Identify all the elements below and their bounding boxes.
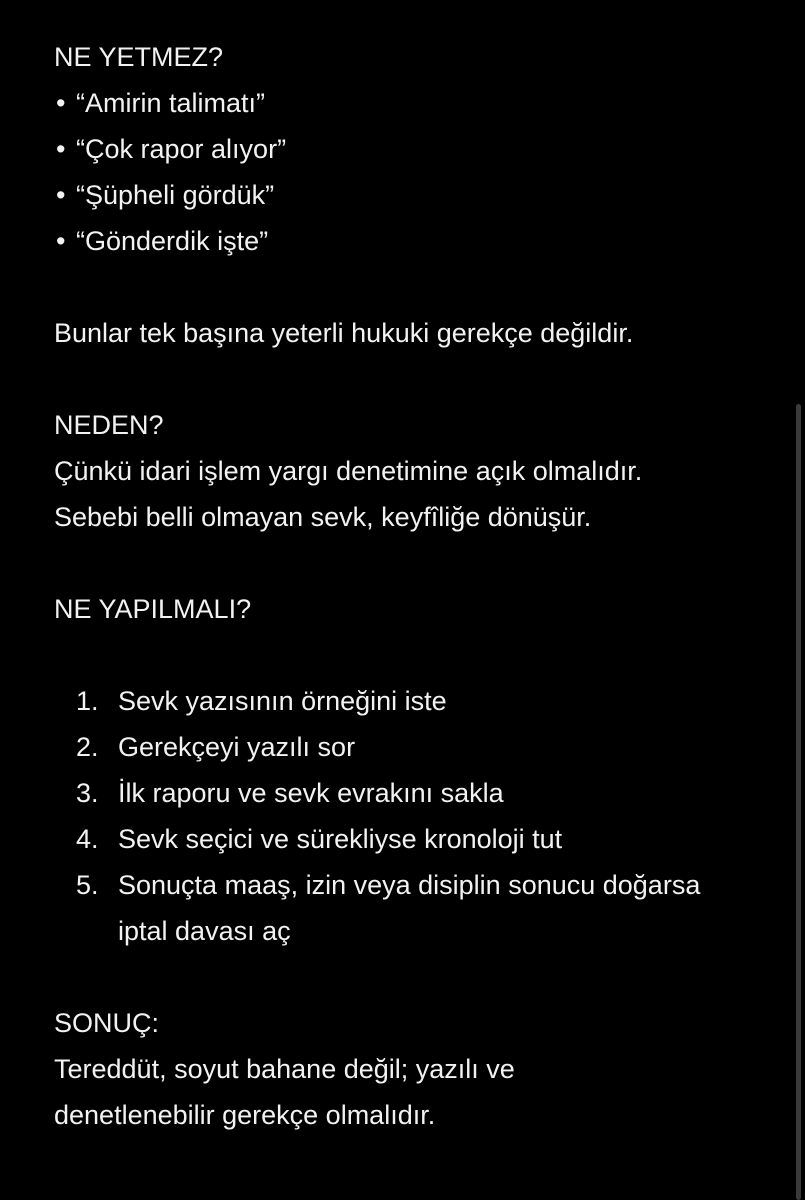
list-item: 3. İlk raporu ve sevk evrakını sakla [76, 778, 504, 808]
reason-line-2: Sebebi belli olmayan sevk, keyfîliğe dönüşür. [54, 502, 592, 532]
list-item: • “Şüpheli gördük” [54, 172, 774, 218]
section-heading-ne-yapilmali: NE YAPILMALI? [54, 594, 252, 624]
bullet-icon: • [56, 88, 66, 118]
list-item: • “Amirin talimatı” [54, 80, 774, 126]
list-item: • “Gönderdik işte” [54, 218, 774, 264]
section-heading-neden: NEDEN? [54, 410, 164, 440]
list-item: 4. Sevk seçici ve sürekliyse kronoloji tut [76, 824, 563, 854]
action-steps-list [54, 678, 774, 954]
conclusion-line-2: denetlenebilir gerekçe olmalıdır. [54, 1100, 436, 1130]
section1-conclusion: Bunlar tek başına yeterli hukuki gerekçe değildir. [54, 318, 634, 348]
section-heading-sonuc: SONUÇ: [54, 1008, 160, 1038]
conclusion-line-1: Tereddüt, soyut bahane değil; yazılı ve [54, 1054, 515, 1084]
list-item: • “Çok rapor alıyor” [54, 126, 774, 172]
reason-line-1: Çünkü idari işlem yargı denetimine açık olmalıdır. [54, 456, 643, 486]
section-heading-ne-yetmez: NE YETMEZ? [54, 42, 224, 72]
bullet-icon: • [56, 134, 66, 164]
bullet-icon: • [56, 226, 66, 256]
note-content [54, 34, 774, 1138]
list-item: 1. Sevk yazısının örneğini iste [76, 686, 447, 716]
vertical-scrollbar[interactable] [796, 404, 801, 1200]
insufficient-reasons-list [54, 80, 774, 264]
list-item: 2. Gerekçeyi yazılı sor [76, 732, 356, 762]
bullet-icon: • [56, 180, 66, 210]
list-item: 5. Sonuçta maaş, izin veya disiplin sonucu doğarsa iptal davası aç [76, 870, 701, 946]
